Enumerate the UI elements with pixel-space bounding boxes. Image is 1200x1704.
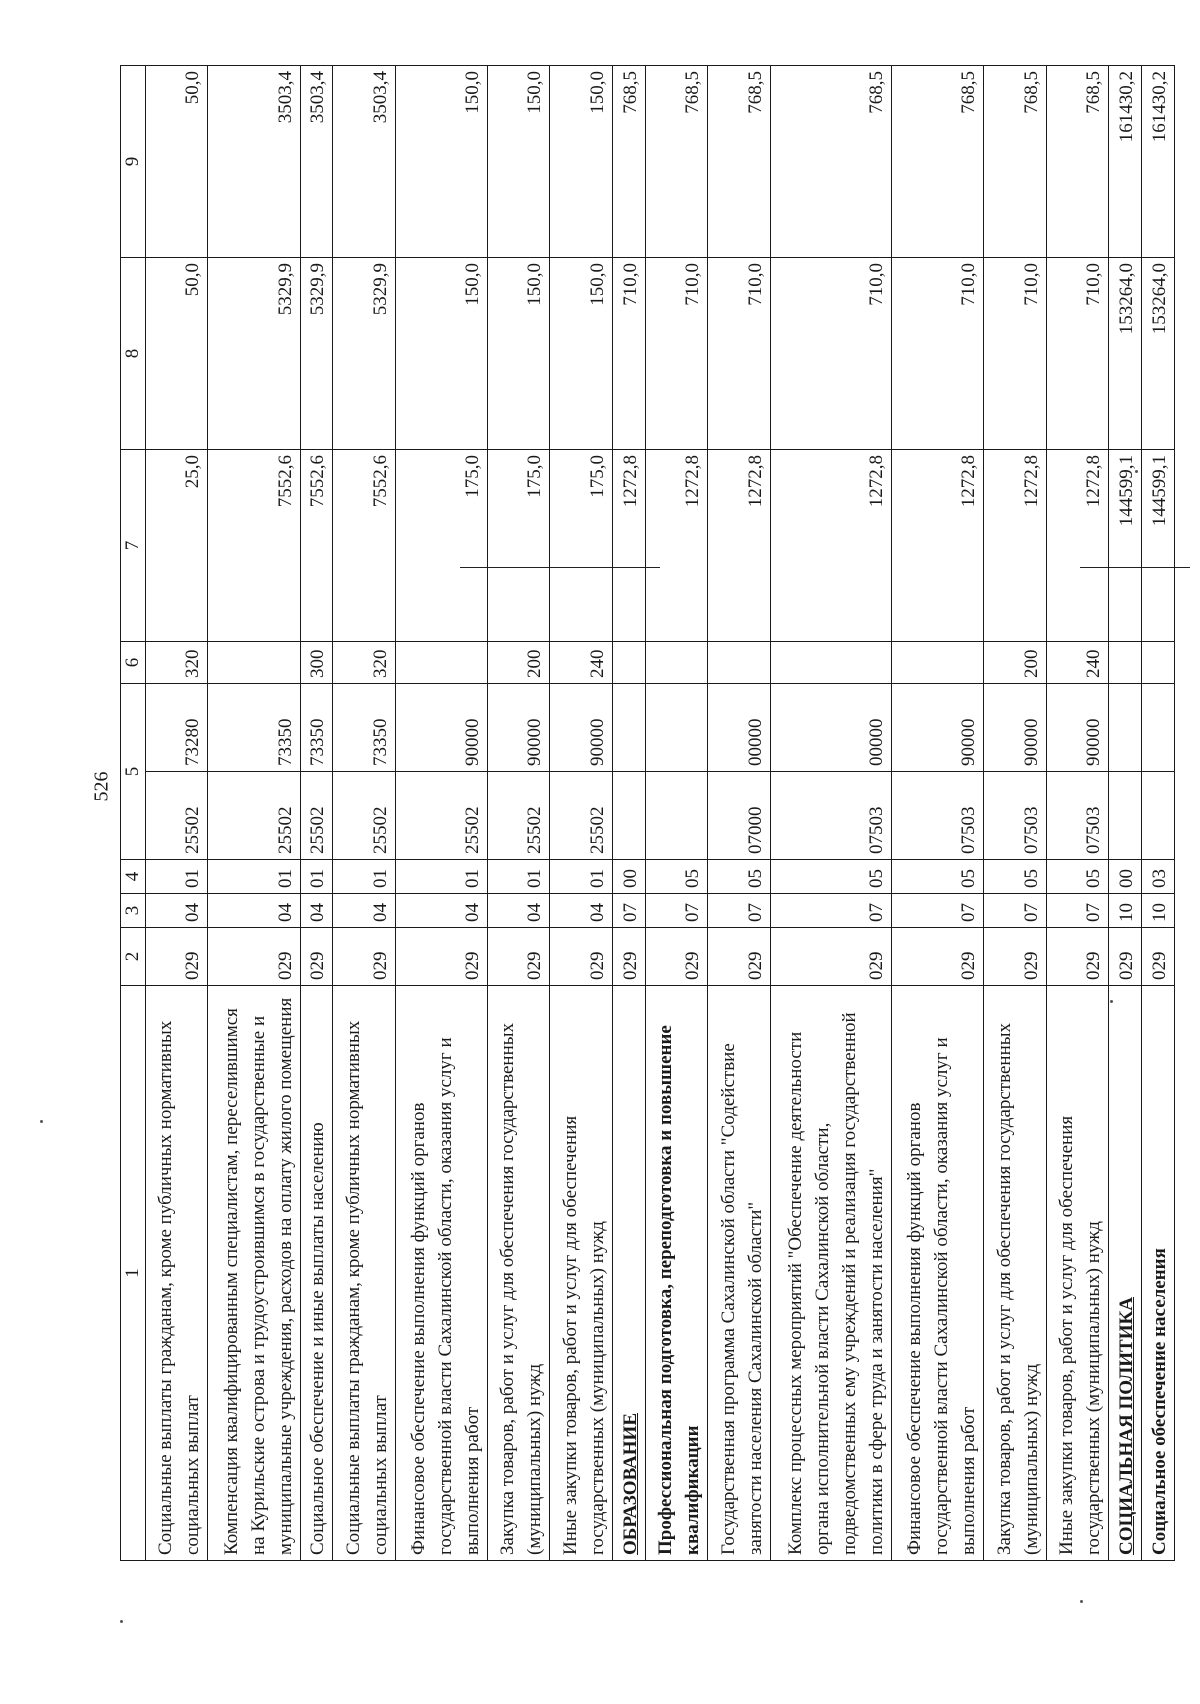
amount-year3-cell: 150,0 bbox=[395, 66, 487, 258]
target-article-part1-cell: 07503 bbox=[892, 772, 984, 860]
amount-year3-cell: 3503,4 bbox=[208, 66, 300, 258]
amount-year1-cell: 175,0 bbox=[487, 450, 549, 642]
amount-year1-cell: 175,0 bbox=[550, 450, 612, 642]
amount-year2-cell: 153264,0 bbox=[1142, 258, 1175, 450]
row-name-cell: Компенсация квалифицированным специалистам, переселившимся на Курильские острова и трудоустроившимся в государственные и муниципальные учреждения, расходов на оплату жилого помещения bbox=[208, 986, 300, 1561]
target-article-part1-cell: 25502 bbox=[395, 772, 487, 860]
table-row bbox=[208, 66, 300, 1561]
amount-year3-cell: 768,5 bbox=[612, 66, 645, 258]
subsection-cell: 01 bbox=[300, 860, 333, 894]
section-cell: 10 bbox=[1142, 894, 1175, 928]
header-cell: 4 bbox=[121, 860, 146, 894]
row-name-cell: Государственная программа Сахалинской области "Содействие занятости населения Сахалинской области" bbox=[708, 986, 770, 1561]
section-cell: 04 bbox=[395, 894, 487, 928]
row-name-cell: Финансовое обеспечение выполнения функций органов государственной власти Сахалинской области, оказания услуг и выполнения работ bbox=[395, 986, 487, 1561]
subsection-cell: 05 bbox=[770, 860, 892, 894]
target-article-part1-cell bbox=[1142, 772, 1175, 860]
code-gr-cell: 029 bbox=[146, 928, 208, 986]
row-name-cell: Профессиональная подготовка, переподготовка и повышение квалификации bbox=[645, 986, 707, 1561]
amount-year3-cell: 50,0 bbox=[146, 66, 208, 258]
amount-year2-cell: 710,0 bbox=[1046, 258, 1108, 450]
target-article-part1-cell: 07503 bbox=[1046, 772, 1108, 860]
code-gr-cell: 029 bbox=[550, 928, 612, 986]
header-cell: 5 bbox=[121, 684, 146, 860]
target-article-part1-cell bbox=[645, 772, 707, 860]
expense-type-cell bbox=[1142, 642, 1175, 684]
amount-year2-cell: 150,0 bbox=[395, 258, 487, 450]
row-name-cell: Социальные выплаты гражданам, кроме публичных нормативных социальных выплат bbox=[146, 986, 208, 1561]
expense-type-cell: 200 bbox=[984, 642, 1046, 684]
subsection-cell: 01 bbox=[487, 860, 549, 894]
expense-type-cell: 320 bbox=[146, 642, 208, 684]
header-cell: 7 bbox=[121, 450, 146, 642]
code-gr-cell: 029 bbox=[300, 928, 333, 986]
subsection-cell: 01 bbox=[550, 860, 612, 894]
expense-type-cell bbox=[708, 642, 770, 684]
budget-table bbox=[120, 65, 1175, 1561]
table-row bbox=[487, 66, 549, 1561]
header-cell: 8 bbox=[121, 258, 146, 450]
target-article-part1-cell: 25502 bbox=[146, 772, 208, 860]
amount-year3-cell: 161430,2 bbox=[1109, 66, 1142, 258]
table-row bbox=[1109, 66, 1142, 1561]
expense-type-cell: 240 bbox=[1046, 642, 1108, 684]
subsection-cell: 05 bbox=[984, 860, 1046, 894]
subsection-cell: 00 bbox=[1109, 860, 1142, 894]
amount-year1-cell: 7552,6 bbox=[300, 450, 333, 642]
target-article-part2-cell: 00000 bbox=[708, 684, 770, 772]
table-row bbox=[333, 66, 395, 1561]
header-cell: 9 bbox=[121, 66, 146, 258]
section-cell: 04 bbox=[550, 894, 612, 928]
subsection-cell: 05 bbox=[1046, 860, 1108, 894]
code-gr-cell: 029 bbox=[1142, 928, 1175, 986]
scan-speck bbox=[1080, 1600, 1083, 1603]
target-article-part1-cell: 25502 bbox=[333, 772, 395, 860]
table-row bbox=[300, 66, 333, 1561]
target-article-part1-cell bbox=[612, 772, 645, 860]
table-row bbox=[645, 66, 707, 1561]
amount-year2-cell: 5329,9 bbox=[208, 258, 300, 450]
amount-year3-cell: 768,5 bbox=[770, 66, 892, 258]
expense-type-cell bbox=[770, 642, 892, 684]
header-cell: 1 bbox=[121, 986, 146, 1561]
expense-type-cell bbox=[645, 642, 707, 684]
row-name-cell: СОЦИАЛЬНАЯ ПОЛИТИКА bbox=[1109, 986, 1142, 1561]
section-cell: 07 bbox=[645, 894, 707, 928]
amount-year3-cell: 768,5 bbox=[984, 66, 1046, 258]
target-article-part2-cell bbox=[645, 684, 707, 772]
amount-year2-cell: 710,0 bbox=[984, 258, 1046, 450]
amount-year1-cell: 1272,8 bbox=[612, 450, 645, 642]
expense-type-cell: 200 bbox=[487, 642, 549, 684]
code-gr-cell: 029 bbox=[770, 928, 892, 986]
table-row bbox=[550, 66, 612, 1561]
amount-year2-cell: 710,0 bbox=[770, 258, 892, 450]
row-name-cell: Социальное обеспечение и иные выплаты населению bbox=[300, 986, 333, 1561]
amount-year3-cell: 150,0 bbox=[550, 66, 612, 258]
target-article-part2-cell: 73280 bbox=[146, 684, 208, 772]
table-row bbox=[892, 66, 984, 1561]
amount-year1-cell: 1272,8 bbox=[892, 450, 984, 642]
amount-year2-cell: 150,0 bbox=[487, 258, 549, 450]
expense-type-cell: 320 bbox=[333, 642, 395, 684]
amount-year1-cell: 175,0 bbox=[395, 450, 487, 642]
row-name-cell: Финансовое обеспечение выполнения функций органов государственной власти Сахалинской области, оказания услуг и выполнения работ bbox=[892, 986, 984, 1561]
target-article-part2-cell: 90000 bbox=[550, 684, 612, 772]
amount-year3-cell: 768,5 bbox=[892, 66, 984, 258]
table-row bbox=[1142, 66, 1175, 1561]
expense-type-cell bbox=[395, 642, 487, 684]
row-name-cell: Социальные выплаты гражданам, кроме публичных нормативных социальных выплат bbox=[333, 986, 395, 1561]
expense-type-cell bbox=[612, 642, 645, 684]
target-article-part1-cell bbox=[1109, 772, 1142, 860]
target-article-part1-cell: 25502 bbox=[550, 772, 612, 860]
target-article-part1-cell: 25502 bbox=[300, 772, 333, 860]
code-gr-cell: 029 bbox=[487, 928, 549, 986]
target-article-part2-cell: 73350 bbox=[300, 684, 333, 772]
amount-year2-cell: 710,0 bbox=[708, 258, 770, 450]
expense-type-cell bbox=[892, 642, 984, 684]
row-name-cell: ОБРАЗОВАНИЕ bbox=[612, 986, 645, 1561]
page-number: 526 bbox=[90, 771, 113, 802]
amount-year3-cell: 3503,4 bbox=[300, 66, 333, 258]
row-name-cell: Закупка товаров, работ и услуг для обеспечения государственных (муниципальных) нужд bbox=[487, 986, 549, 1561]
table-row bbox=[708, 66, 770, 1561]
amount-year3-cell: 768,5 bbox=[708, 66, 770, 258]
section-cell: 07 bbox=[708, 894, 770, 928]
target-article-part2-cell bbox=[612, 684, 645, 772]
code-gr-cell: 029 bbox=[892, 928, 984, 986]
table-body bbox=[121, 66, 1175, 1561]
amount-year2-cell: 153264,0 bbox=[1109, 258, 1142, 450]
target-article-part2-cell: 00000 bbox=[770, 684, 892, 772]
target-article-part2-cell: 90000 bbox=[1046, 684, 1108, 772]
section-cell: 04 bbox=[208, 894, 300, 928]
subsection-cell: 05 bbox=[892, 860, 984, 894]
amount-year3-cell: 768,5 bbox=[645, 66, 707, 258]
section-cell: 04 bbox=[487, 894, 549, 928]
subsection-cell: 03 bbox=[1142, 860, 1175, 894]
amount-year2-cell: 5329,9 bbox=[333, 258, 395, 450]
row-name-cell: Социальное обеспечение населения bbox=[1142, 986, 1175, 1561]
amount-year2-cell: 710,0 bbox=[892, 258, 984, 450]
row-name-cell: Комплекс процессных мероприятий "Обеспечение деятельности органа исполнительной власти Сахалинской области, подведомственных ему учреждений и реализация государственной политики в сфере труда и занятости населения" bbox=[770, 986, 892, 1561]
expense-type-cell: 240 bbox=[550, 642, 612, 684]
amount-year1-cell: 1272,8 bbox=[984, 450, 1046, 642]
target-article-part2-cell: 73350 bbox=[208, 684, 300, 772]
amount-year2-cell: 50,0 bbox=[146, 258, 208, 450]
amount-year1-cell: 25,0 bbox=[146, 450, 208, 642]
section-cell: 10 bbox=[1109, 894, 1142, 928]
amount-year2-cell: 710,0 bbox=[612, 258, 645, 450]
amount-year2-cell: 150,0 bbox=[550, 258, 612, 450]
row-name-cell: Закупка товаров, работ и услуг для обеспечения государственных (муниципальных) нужд bbox=[984, 986, 1046, 1561]
amount-year3-cell: 3503,4 bbox=[333, 66, 395, 258]
section-cell: 07 bbox=[1046, 894, 1108, 928]
amount-year1-cell: 7552,6 bbox=[208, 450, 300, 642]
header-row bbox=[121, 66, 146, 1561]
expense-type-cell bbox=[1109, 642, 1142, 684]
section-cell: 07 bbox=[984, 894, 1046, 928]
row-name-cell: Иные закупки товаров, работ и услуг для обеспечения государственных (муниципальных) нужд bbox=[1046, 986, 1108, 1561]
amount-year2-cell: 5329,9 bbox=[300, 258, 333, 450]
row-name-cell: Иные закупки товаров, работ и услуг для обеспечения государственных (муниципальных) нужд bbox=[550, 986, 612, 1561]
code-gr-cell: 029 bbox=[333, 928, 395, 986]
code-gr-cell: 029 bbox=[395, 928, 487, 986]
table-row bbox=[770, 66, 892, 1561]
rotated-table-container bbox=[120, 66, 1175, 1561]
section-cell: 04 bbox=[146, 894, 208, 928]
scan-speck bbox=[40, 1120, 43, 1123]
target-article-part2-cell: 90000 bbox=[395, 684, 487, 772]
section-cell: 04 bbox=[300, 894, 333, 928]
amount-year3-cell: 161430,2 bbox=[1142, 66, 1175, 258]
scan-speck bbox=[120, 1620, 123, 1623]
section-cell: 07 bbox=[612, 894, 645, 928]
amount-year1-cell: 1272,8 bbox=[1046, 450, 1108, 642]
table-row bbox=[395, 66, 487, 1561]
subsection-cell: 05 bbox=[645, 860, 707, 894]
amount-year1-cell: 144599,1 bbox=[1109, 450, 1142, 642]
amount-year1-cell: 144599,1 bbox=[1142, 450, 1175, 642]
code-gr-cell: 029 bbox=[708, 928, 770, 986]
amount-year1-cell: 1272,8 bbox=[645, 450, 707, 642]
target-article-part2-cell: 90000 bbox=[892, 684, 984, 772]
target-article-part2-cell: 90000 bbox=[984, 684, 1046, 772]
section-cell: 04 bbox=[333, 894, 395, 928]
amount-year1-cell: 1272,8 bbox=[770, 450, 892, 642]
table-row bbox=[1046, 66, 1108, 1561]
code-gr-cell: 029 bbox=[1046, 928, 1108, 986]
target-article-part1-cell: 07503 bbox=[770, 772, 892, 860]
target-article-part1-cell: 25502 bbox=[208, 772, 300, 860]
target-article-part2-cell bbox=[1142, 684, 1175, 772]
amount-year3-cell: 150,0 bbox=[487, 66, 549, 258]
header-cell: 6 bbox=[121, 642, 146, 684]
amount-year1-cell: 1272,8 bbox=[708, 450, 770, 642]
subsection-cell: 01 bbox=[208, 860, 300, 894]
subsection-cell: 01 bbox=[395, 860, 487, 894]
table-row bbox=[984, 66, 1046, 1561]
code-gr-cell: 029 bbox=[208, 928, 300, 986]
amount-year2-cell: 710,0 bbox=[645, 258, 707, 450]
header-cell: 3 bbox=[121, 894, 146, 928]
target-article-part1-cell: 07503 bbox=[984, 772, 1046, 860]
table-row bbox=[146, 66, 208, 1561]
amount-year1-cell: 7552,6 bbox=[333, 450, 395, 642]
amount-year3-cell: 768,5 bbox=[1046, 66, 1108, 258]
section-cell: 07 bbox=[770, 894, 892, 928]
expense-type-cell: 300 bbox=[300, 642, 333, 684]
target-article-part1-cell: 25502 bbox=[487, 772, 549, 860]
code-gr-cell: 029 bbox=[984, 928, 1046, 986]
section-cell: 07 bbox=[892, 894, 984, 928]
target-article-part2-cell bbox=[1109, 684, 1142, 772]
target-article-part1-cell: 07000 bbox=[708, 772, 770, 860]
subsection-cell: 00 bbox=[612, 860, 645, 894]
expense-type-cell bbox=[208, 642, 300, 684]
table-row bbox=[612, 66, 645, 1561]
header-cell: 2 bbox=[121, 928, 146, 986]
code-gr-cell: 029 bbox=[1109, 928, 1142, 986]
code-gr-cell: 029 bbox=[645, 928, 707, 986]
code-gr-cell: 029 bbox=[612, 928, 645, 986]
subsection-cell: 01 bbox=[333, 860, 395, 894]
subsection-cell: 01 bbox=[146, 860, 208, 894]
subsection-cell: 05 bbox=[708, 860, 770, 894]
target-article-part2-cell: 90000 bbox=[487, 684, 549, 772]
target-article-part2-cell: 73350 bbox=[333, 684, 395, 772]
